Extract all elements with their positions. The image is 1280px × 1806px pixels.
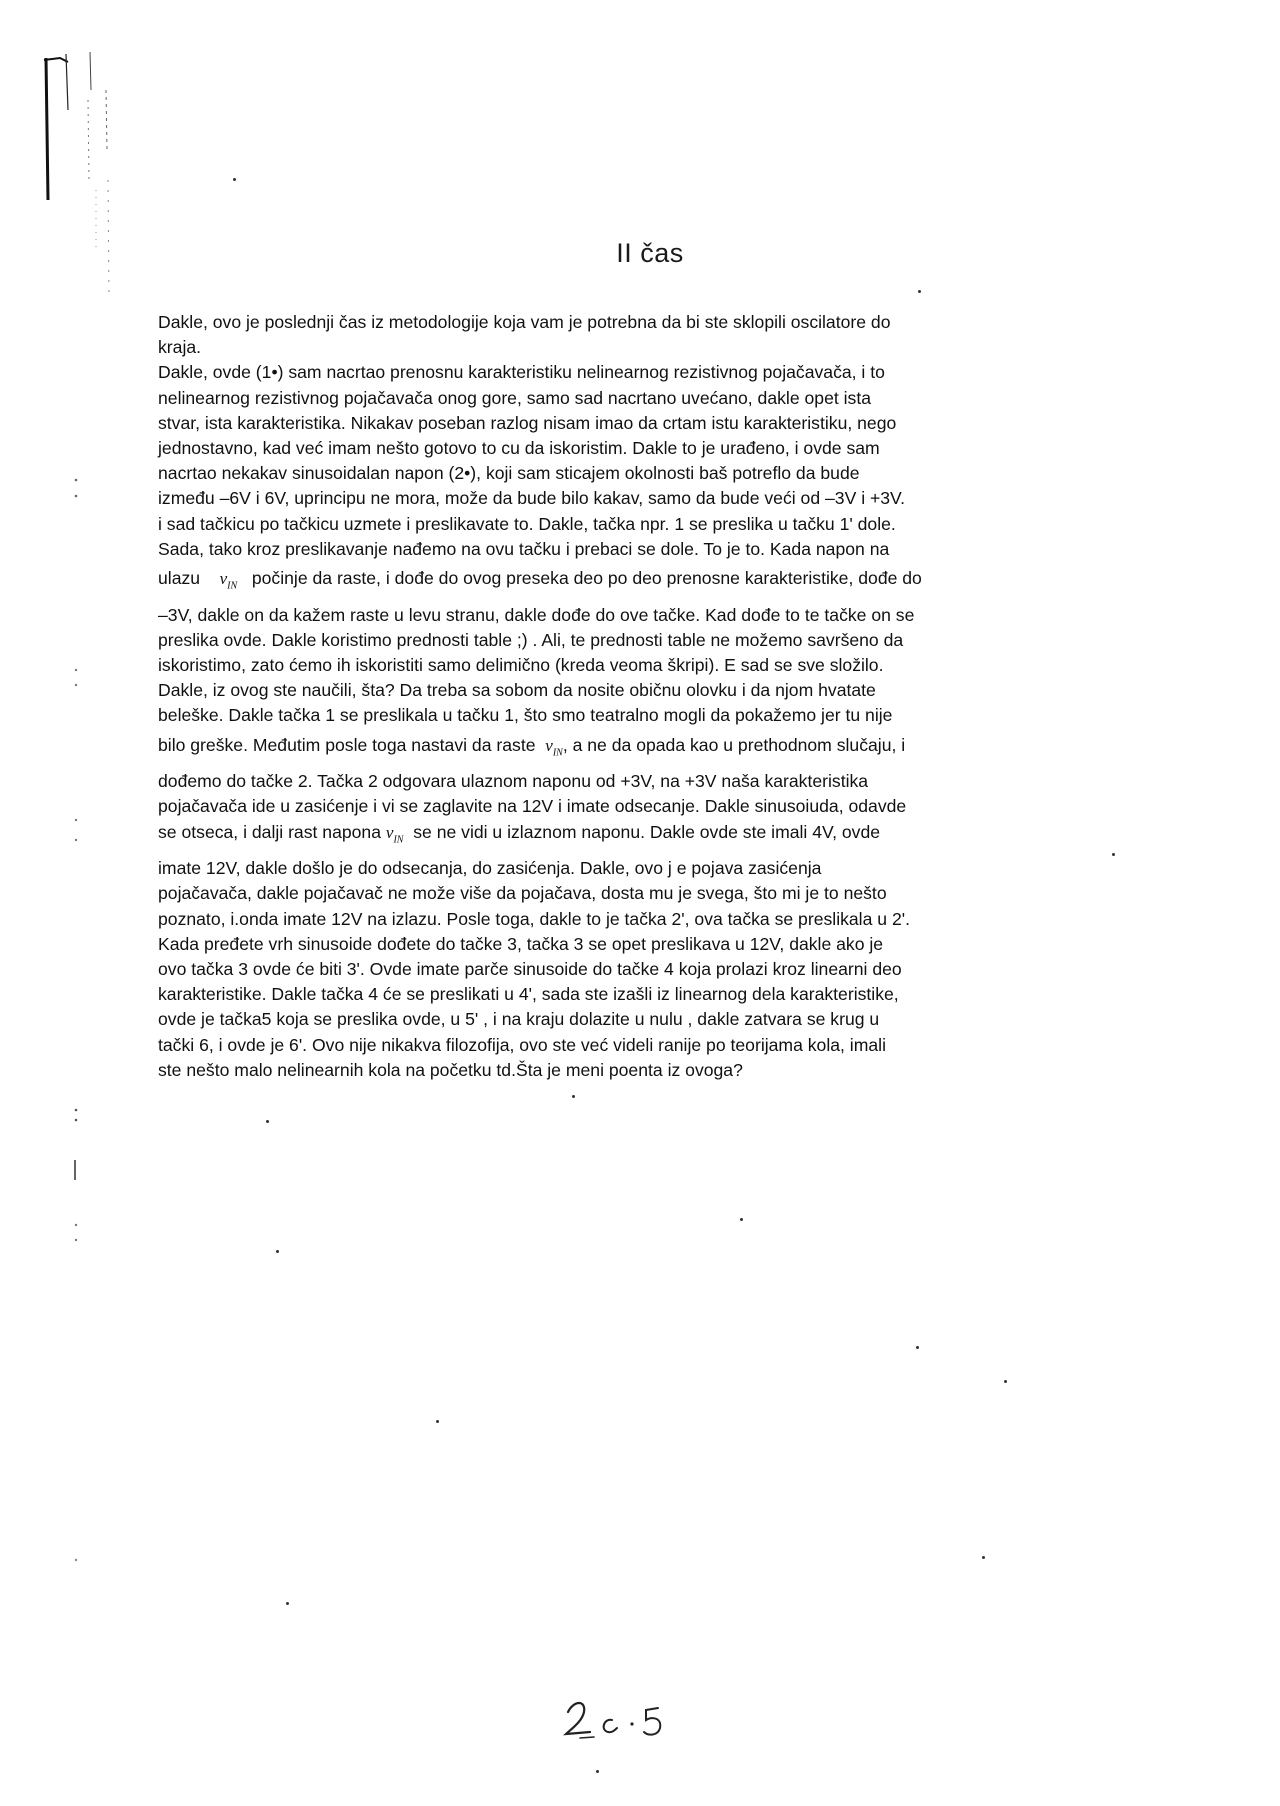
text-line: nelinearnog rezistivnog pojačavača onog gore, samo sad nacrtano uvećano, dakle opet ista	[158, 387, 872, 408]
text-line: tački 6, i ovde je 6'. Ovo nije nikakva filozofija, ovo ste već videli ranije po teorijama kola, imali	[158, 1034, 886, 1055]
text-fragment: počinje da raste, i dođe do ovog preseka deo po deo prenosne karakteristike, dođe do	[251, 568, 922, 589]
speck	[740, 1218, 743, 1221]
text-line: jednostavno, kad već imam nešto gotovo to cu da iskoristim. Dakle to je urađeno, i ovde sam	[158, 438, 880, 459]
text-line: pojačavača ide u zasićenje i vi se zaglavite na 12V i imate odsecanje. Dakle sinusoiuda, odavde	[158, 796, 907, 817]
speck	[596, 1770, 599, 1773]
text-line: Sada, tako kroz preslikavanje nađemo na ovu tačku i prebaci se dole. To je to. Kada napon na	[158, 538, 890, 559]
speck	[233, 178, 236, 181]
text-line: pojačavača, dakle pojačavač ne može više da pojačava, dosta mu je svega, što mi je to nešto	[158, 883, 887, 904]
speck	[266, 1120, 269, 1123]
text-line: kraja.	[158, 337, 202, 358]
text-line: dođemo do tačke 2. Tačka 2 odgovara ulaznom naponu od +3V, na +3V naša karakteristika	[158, 771, 869, 792]
text-fragment: se ne vidi u izlaznom naponu. Dakle ovde ste imali 4V, ovde	[413, 821, 881, 842]
text-line-with-vin	[158, 733, 1098, 766]
text-fragment: bilo greške. Međutim posle toga nastavi da raste	[158, 734, 536, 755]
speck	[436, 1420, 439, 1423]
speck	[572, 1095, 575, 1098]
scan-edge-specks	[70, 300, 90, 1600]
text-line: preslika ovde. Dakle koristimo prednosti table ;) . Ali, te prednosti table ne možemo savršeno da	[158, 629, 904, 650]
text-line-with-vin	[158, 820, 1098, 853]
text-fragment: , a ne da opada kao u prethodnom slučaju, i	[562, 734, 906, 755]
vin-symbol: $v_{IN}$	[219, 569, 238, 592]
text-line: ovde je tačka5 koja se preslika ovde, u 5' , i na kraju dolazite u nulu , dakle zatvara se krug u	[158, 1009, 880, 1030]
speck	[276, 1250, 279, 1253]
scan-binding-marks	[38, 50, 118, 310]
speck	[982, 1556, 985, 1559]
speck	[1112, 853, 1115, 856]
text-fragment: ulazu	[158, 568, 201, 589]
handwritten-page-number	[560, 1690, 680, 1750]
text-line-with-vin	[158, 566, 1098, 599]
text-line: iskoristimo, zato ćemo ih iskoristiti samo delimično (kreda veoma škripi). E sad se sve složilo.	[158, 655, 884, 676]
text-line: i sad tačkicu po tačkicu uzmete i preslikavate to. Dakle, tačka npr. 1 se preslika u tačku 1' dole.	[158, 513, 896, 534]
speck	[916, 1346, 919, 1349]
text-fragment: se otseca, i dalji rast napona	[158, 821, 381, 842]
document-body	[158, 310, 1098, 1083]
vin-symbol: $v_{IN}$	[545, 735, 563, 759]
text-line: stvar, ista karakteristika. Nikakav poseban razlog nisam imao da crtam istu karakteristiku, nego	[158, 412, 897, 433]
vin-symbol: $v_{IN}$	[385, 822, 404, 846]
text-line: Dakle, ovde (1•) sam nacrtao prenosnu karakteristiku nelinearnog rezistivnog pojačavača, i to	[158, 362, 885, 383]
page-title: II čas	[616, 238, 684, 268]
text-line: ovo tačka 3 ovde će biti 3'. Ovde imate parče sinusoide do tačke 4 koja prolazi kroz linearni deo	[158, 959, 902, 980]
text-line: karakteristike. Dakle tačka 4 će se preslikati u 4', sada ste izašli iz linearnog dela karakteristike,	[158, 984, 899, 1005]
text-line: imate 12V, dakle došlo je do odsecanja, do zasićenja. Dakle, ovo j e pojava zasićenja	[158, 858, 822, 879]
text-line: –3V, dakle on da kažem raste u levu stranu, dakle dođe do ove tačke. Kad dođe to te tačke on se	[158, 604, 915, 625]
speck	[286, 1602, 289, 1605]
text-line: poznato, i.onda imate 12V na izlazu. Posle toga, dakle to je tačka 2', ova tačka se preslikala u 2'.	[158, 908, 910, 929]
text-line: Dakle, ovo je poslednji čas iz metodologije koja vam je potrebna da bi ste sklopili oscilatore do	[158, 312, 891, 332]
text-line: beleške. Dakle tačka 1 se preslikala u tačku 1, što smo teatralno mogli da pokažemo jer tu nije	[158, 705, 893, 726]
speck	[918, 290, 921, 293]
speck	[1004, 1380, 1007, 1383]
text-line: Kada pređete vrh sinusoide dođete do tačke 3, tačka 3 se opet preslikava u 12V, dakle ako je	[158, 933, 884, 954]
text-line: ste nešto malo nelinearnih kola na početku td.Šta je meni poenta iz ovoga?	[158, 1059, 743, 1080]
text-line: Dakle, iz ovog ste naučili, šta? Da treba sa sobom da nosite običnu olovku i da njom hvatate	[158, 680, 876, 701]
text-line: nacrtao nekakav sinusoidalan napon (2•), koji sam sticajem okolnosti baš potreflo da bude	[158, 463, 860, 484]
text-line: između –6V i 6V, uprincipu ne mora, može da bude bilo kakav, samo da bude veći od –3V i +3V.	[158, 488, 906, 509]
